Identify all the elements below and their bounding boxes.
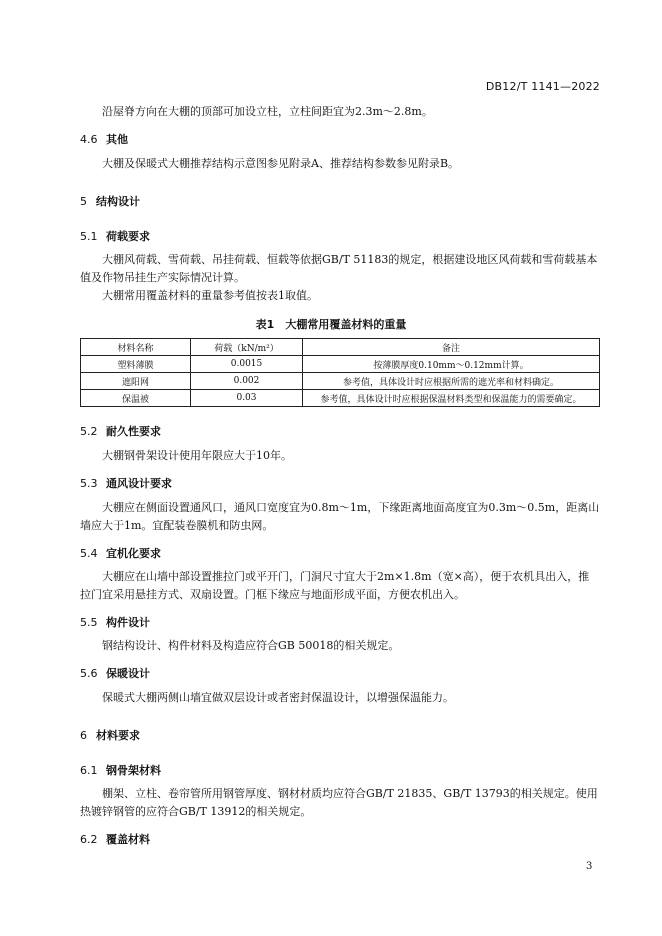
section-number: 5.3 (80, 477, 98, 490)
cell-load: 0.002 (191, 373, 303, 390)
intro-paragraph: 沿屋脊方向在大棚的顶部可加设立柱，立柱间距宜为2.3m～2.8m。 (102, 105, 433, 118)
section-5-2-heading (80, 423, 161, 439)
section-6-2-heading (80, 831, 150, 847)
section-number: 5.5 (80, 616, 98, 629)
table-1-caption: 表1 大棚常用覆盖材料的重量 (255, 318, 407, 331)
section-title: 覆盖材料 (106, 833, 150, 846)
section-number: 6.1 (80, 764, 98, 777)
section-number: 6.2 (80, 833, 98, 846)
section-5-6-paragraph: 保暖式大棚两侧山墙宜做双层设计或者密封保温设计，以增强保温能力。 (102, 691, 454, 704)
document-code: DB12/T 1141—2022 (485, 80, 600, 93)
section-title: 钢骨架材料 (106, 764, 161, 777)
cell-remark: 参考值，具体设计时应根据所需的遮光率和材料确定。 (303, 373, 600, 390)
section-title: 其他 (106, 133, 128, 146)
section-title: 结构设计 (96, 195, 140, 208)
section-5-5-paragraph: 钢结构设计、构件材料及构造应符合GB 50018的相关规定。 (102, 639, 400, 652)
table-row (81, 373, 600, 390)
cell-material: 保温被 (81, 390, 191, 407)
cell-material: 塑料薄膜 (81, 356, 191, 373)
section-number: 5.6 (80, 667, 98, 680)
cell-remark: 按薄膜厚度0.10mm～0.12mm计算。 (303, 356, 600, 373)
section-5-5-heading (80, 614, 150, 630)
section-number: 5 (80, 195, 87, 208)
table-header-row (81, 339, 600, 356)
section-number: 5.1 (80, 230, 98, 243)
header-load: 荷载（kN/m²） (191, 339, 303, 356)
section-5-1-heading (80, 228, 150, 244)
table-1 (80, 338, 600, 407)
section-5-2-paragraph: 大棚钢骨架设计使用年限应大于10年。 (102, 449, 292, 462)
header-remark: 备注 (303, 339, 600, 356)
section-6-heading (80, 727, 140, 743)
cell-remark: 参考值，具体设计时应根据保温材料类型和保温能力的需要确定。 (303, 390, 600, 407)
section-title: 荷载要求 (106, 230, 150, 243)
section-4-6-heading (80, 131, 128, 147)
section-6-1-paragraph: 棚架、立柱、卷帘管所用钢管厚度、钢材材质均应符合GB/T 21835、GB/T 13793的相关规定。使用热镀锌钢管的应符合GB/T 13912的相关规定。 (80, 787, 598, 818)
section-5-3-heading (80, 475, 172, 491)
section-title: 材料要求 (96, 729, 140, 742)
page-number: 3 (586, 861, 593, 872)
section-title: 通风设计要求 (106, 477, 172, 490)
table-row (81, 356, 600, 373)
cell-load: 0.03 (191, 390, 303, 407)
cell-material: 遮阳网 (81, 373, 191, 390)
section-4-6-paragraph: 大棚及保暖式大棚推荐结构示意图参见附录A、推荐结构参数参见附录B。 (102, 157, 460, 170)
section-5-4-heading (80, 545, 161, 561)
section-title: 构件设计 (106, 616, 150, 629)
header-material: 材料名称 (81, 339, 191, 356)
section-number: 5.4 (80, 547, 98, 560)
section-number: 5.2 (80, 425, 98, 438)
table-row (81, 390, 600, 407)
section-5-4-paragraph: 大棚应在山墙中部设置推拉门或平开门，门洞尺寸宜大于2m×1.8m（宽×高），便于农机具出入，推拉门宜采用悬挂方式、双扇设置。门框下缘应与地面形成平面，方便农机出入。 (80, 570, 590, 601)
section-number: 4.6 (80, 133, 98, 146)
section-5-1-paragraph-2: 大棚常用覆盖材料的重量参考值按表1取值。 (102, 289, 318, 302)
section-5-heading (80, 193, 140, 209)
section-6-1-heading (80, 762, 161, 778)
section-title: 保暖设计 (106, 667, 150, 680)
section-title: 耐久性要求 (106, 425, 161, 438)
section-number: 6 (80, 729, 87, 742)
section-title: 宜机化要求 (106, 547, 161, 560)
section-5-6-heading (80, 665, 150, 681)
cell-load: 0.0015 (191, 356, 303, 373)
section-5-3-paragraph: 大棚应在侧面设置通风口，通风口宽度宜为0.8m～1m，下缘距离地面高度宜为0.3m～0.5m，距离山墙应大于1m。宜配装卷膜机和防虫网。 (80, 501, 600, 532)
section-5-1-paragraph-1: 大棚风荷载、雪荷载、吊挂荷载、恒载等依据GB/T 51183的规定，根据建设地区风荷载和雪荷载基本值及作物吊挂生产实际情况计算。 (80, 253, 598, 284)
